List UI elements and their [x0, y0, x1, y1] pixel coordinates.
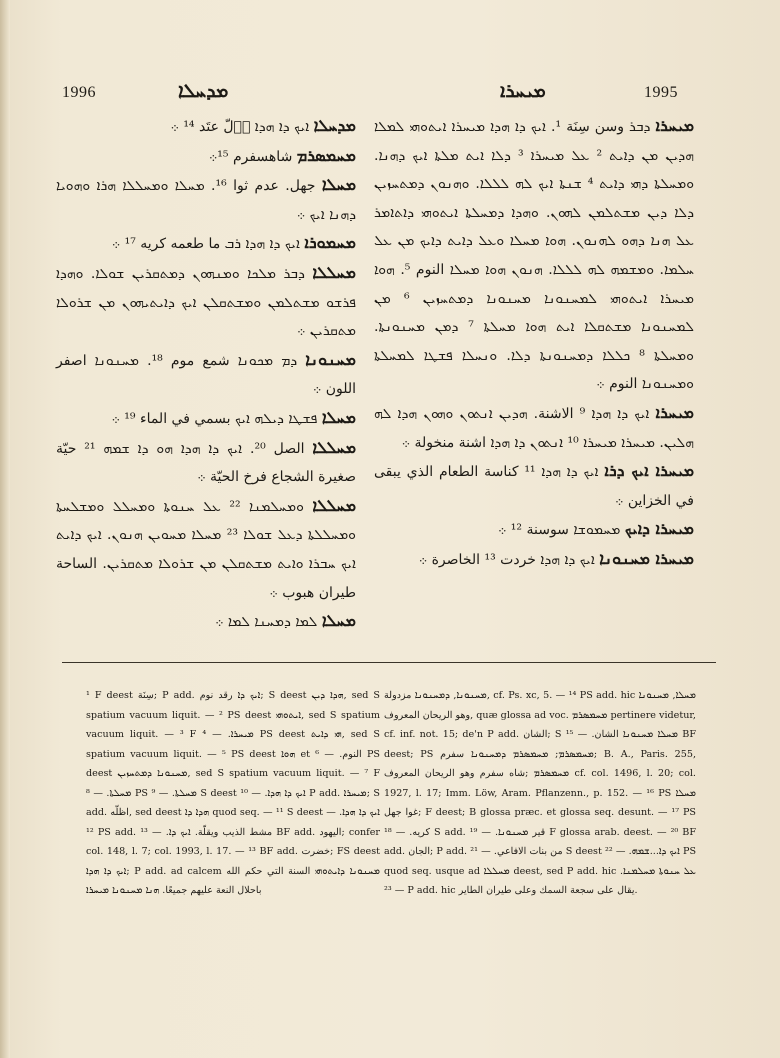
footnotes-left — [86, 686, 380, 901]
entry-definition: ܦܫܛܐ ܕܝܠܗ ܐܝܟ بسمي في الماء ¹⁹ ܀ — [111, 410, 318, 427]
lexicon-entry — [56, 434, 356, 492]
entry-headword: ܡܝܚܪܐ ܕܐܝܟ — [624, 519, 694, 539]
entry-definition: ܕܡ ܡܟܘܢܐ شمع موم ¹⁸. ܡܚܢܘܢܐ اصفر اللون ܀ — [56, 352, 356, 398]
lexicon-entry — [374, 399, 694, 457]
footnote-text: ¹ F deest سِنَة; P add. ܐܝܟ ܕܐ رقد نوم; S deest ܗܕܐ ܕܝܢ, sed S spatium vacuum liquit. — ² PS deest ܐܝܬܘܗܝ, sed S spatium vacuum liquit. — ³ F ܡܝܚܪܐ. — ⁴ PS deest ܗܝ ܕܐܝܬ, sed S spatium vacuum liquit. — ⁵ PS deest ܗܘܐ et النوم. — ⁶ PS deest ܡܚܢܘܢܐ ܕܡܬܚܙܝܢ, sed S spatium vacuum liquit. — ⁷ F ܡܚܠܬܐ. — ⁸ PS ܡܚܠܬܐ. — ⁹ S deest ܐܝܟ ܕܐ ܗܕܐ. — ¹⁰ P add. ܡܝܚܪܐ; S add. اظلّه, sed deest ܗܕܐ ܕܐ quod seq. — ¹¹ S deest ܐܝܟ ܕܐ ܗܕܐ. — ¹² PS add. مشط الذيب ويقلّة. ܐܝܟ ܕܐ. — ¹³ BF add. اليهود; confer col. 148, l. 7; col. 1993, l. 17. — ¹³ BF add. خضرت; FS deest ܐܝܟ ܕܐ ܗܕܐ; P add. ad calcem ܡܚܢܘܢܐ ܕܐܝܬܘܗܝ السنة التي حكم الله باحلال النعة عليهم جميعًا. ܗܢܐ ܡܚܢܘܢܐ ܡܝܚܪܐ — [86, 690, 381, 896]
left-running-head: ܡܕܚܠܐ — [178, 80, 229, 102]
entry-definition: ܡܚܡܘܫܐ سوسنة ¹² ܀ — [497, 522, 621, 539]
entry-headword: ܡܝܚܪܐ — [655, 402, 694, 422]
entry-headword: ܡܕܚܠܐ — [313, 116, 356, 135]
entry-definition: ܐܝܟ ܕܐ ܗܕܐ ¹¹ كناسة الطعام الذي يبقى في الخزاين ܀ — [374, 464, 694, 509]
lexicon-entry — [374, 457, 694, 515]
entry-definition: ܠܡܐ ܕܡܚܢܐ ܠܡܐ ܀ — [215, 614, 318, 631]
entry-definition: ܕܒܪ وسن سِنَة ¹. ܐܝܟ ܕܐ ܗܕܐ ܡܝܚܪܐ ܐܝܬܘܗܝ ܠܡܠܐ ܗܕܝܢ ܡܢ ܕܐܝܬ ² ܥܠ ܡܝܚܪܐ ³ ܕܠܐ ܐܝܬ ܡܠܬܐ ܐܝܟ ܕܗܢܐ. ܘܡܚܠܬܐ ܕܗܝ ܕܐܝܬ ⁴ ܫܢܬܐ ܐܝܟ ܠܗ ܠܠܠܐ. ܘܗܢܘܢ ܕܡܬܚܙܝܢ ܕܠܐ ܕܝܢ ܡܫܬܠܡܢ ܠܗܘܢ. ܘܗܕܐ ܕܡܚܠܬܐ ܐܝܬܘܗܝ ܕܐܬܐܡܪ ܥܠ ܗܢܐ ܕܗܘ ܠܗܢܘܢ. ܗܘܐ ܡܚܠܐ ܘܥܠ ܕܐܝܬ ܕܐܝܟ ܡܢ ܥܠ ܚܠܡܐ. ܘܡܫܡܗ ܠܗ ܠܠܠܐ. ܗܢܘܢ ܗܘܐ ܡܚܠܐ النوم ⁵. ܗܘܐ ܡܝܚܪܐ ܐܝܬܘܗܝ ܠܡܚܢܘܢܐ ܡܚܢܘܢܐ ܕܡܬܚܙܝܢ ⁶ ܡܢ ܠܡܚܢܘܢܐ ܡܫܬܩܠܐ ܐܝܬ ܗܘܐ ܡܚܠܬܐ ⁷ ܕܡܢ ܡܚܢܘܢܬܐ. ܘܡܚܠܬܐ ⁸ ܟܠܠܐ ܕܡܚܢܘܢܬܐ ܕܠܐ. ܘܢܚܠܐ ܦܫܛܐ ܠܡܚܠܬܐ ܘܡܚܢܘܢܐ النوم ܀ — [374, 119, 695, 393]
entry-definition: ܐܝܟ ܕܐ ܗܕܐ ⁹ الاشنة. ܗܕܝܢ ܐܢܬܘܢ ܘܗܘܢ ܗܕܐ ܠܗ ܗܠܝܢ. ܡܝܚܪܐ ܡܝܚܪܐ ¹⁰ ܐܢܬܘܢ ܕܐ ܗܕܐ اشنة منخولة ܀ — [374, 405, 694, 451]
footnote-text: ܡܚܢܘܢܐ, ܕܡܚܢܘܢܐ مزدولة, cf. Ps. xc, 5. — ¹⁴ PS add. hic ܡܚܠܐ, ܡܚܢܘܢܐ وهو الريحان المعروف, quæ glossa ad voc. ܡܚܡܣܪܡ pertinere videtur, cf. inf. not. 15; de'n P add. الشان; S ܡܚܠܐ ܡܚܢܘܢܐ الشان. — ¹⁵ BF deest; PS ܡܚܡܣܪܡ; ܡܚܡܣܪܡ ܕܡܚܢܘܢܐ سفرم; B. A., Paris. 255, ܡܚܡܣܪܡ ;شاه سفرم وهو الريحان المعروف cf. col. 1496, l. 20; col. 1927, l. 17; Imm. Löw, Aram. Pflanzenn., p. 152. — ¹⁶ PS ܡܚܠܐ غوا جهل; F deest; B glossa præc. et glossa seq. desunt. — ¹⁷ PS كريه. — ¹⁸ S add. قير ܡܚܢܘܢܐ. — ¹⁹ F glossa arab. deest. — ²⁰ BF add. الجان; P add. من بنات الافاعي. — ²¹ S deest ܐܝܟ ܕܐ...ܫܡܗ. — ²² PS quod seq. usque ad ܡܚܠܠܐ deest, sed P add. hic ܥܠ ܚܢܘܬܐ ܡܚܠܡܢܐ. — ²³ P add. hic يقال على سجعة السمك وعلى طيران الطاير. — [384, 690, 697, 896]
entry-definition: ܘܡܚܠܡܢܐ ²² ܥܠ ܚܢܘܬܐ ܘܡܚܠܠ ܘܡܫܠܚܬܐ ܘܡܚܠܠܬܐ ܕܥܠ ܫܘܠܐ ²³ ܡܚܠܐ ܡܚܘܝܢ ܗܢܘܢ. ܐܝܟ ܕܐܝܬ ܐܝܟ ܚܒܪܐ ܘܐܝܬ ܡܫܬܩܠܢ ܡܢ ܫܪܘܠܐ ܡܬܩܪܝܢ. الساحة طيران هبوب ܀ — [56, 498, 356, 601]
lexicon-entry — [56, 142, 356, 172]
entry-headword: ܡܝܚܪܐ ܐܝܟ ܕܪܐ — [604, 461, 695, 481]
page-spine-shadow — [0, 0, 10, 1058]
entry-headword: ܡܚܠܠܐ — [312, 495, 357, 515]
entry-definition: جهل. عدم ثوا ¹⁶. ܡܚܠܐ ܘܡܚܠܠܐ ܗܪܐ ܘܗܘܝܐ ܕܗܢܐ ܐܝܟ ܀ — [56, 178, 356, 223]
left-column — [56, 112, 356, 637]
entry-headword: ܡܚܠܠܐ — [312, 262, 356, 282]
entry-definition: ܐܝܟ ܕܐ ܗܕܐ ܕَلّ عتَد ¹⁴ ܀ — [170, 119, 310, 135]
entry-headword: ܡܚܠܐ — [321, 175, 357, 195]
entry-definition: الصل ²⁰. ܐܝܟ ܕܐ ܗܕܐ ܗܘ ܕܐ ܫܡܗ ²¹ حيّة صغيرة الشجاع فرخ الحيّة ܀ — [56, 440, 356, 486]
entry-definition: شاهسفرم ¹⁵܀ — [208, 148, 293, 165]
entry-headword: ܡܚܡܣܪܡ — [296, 145, 356, 165]
lexicon-entry — [56, 607, 356, 637]
entry-headword: ܡܝܚܪܐ ܡܚܢܘܢܐ — [599, 548, 694, 568]
entry-definition: ܕܒܪ ܡܠܟܐ ܘܡܢܗܘܢ ܕܡܬܩܪܝܢ ܫܘܠܐ. ܘܗܕܐ ܦܪܫܘ ܡܫܬܠܡܢ ܘܡܫܬܩܠܢ ܐܝܟ ܕܐܝܬܝܗܘܢ ܡܢ ܫܪܘܠܐ ܡܬܩܪܝܢ ܀ — [56, 265, 356, 340]
lexicon-entry — [56, 229, 356, 259]
lexicon-entry — [374, 545, 694, 575]
lexicon-entry — [374, 515, 694, 545]
entry-headword: ܡܝܚܪܐ — [655, 116, 695, 135]
left-page-number: 1996 — [62, 84, 96, 101]
lexicon-entry — [56, 492, 356, 607]
footnotes-right — [384, 686, 696, 901]
lexicon-entry — [56, 259, 356, 346]
entry-headword: ܡܚܢܘܢܐ — [305, 349, 356, 369]
entry-headword: ܡܚܠܐ — [321, 611, 356, 631]
entry-definition: ܐܝܟ ܕܐ ܗܕܐ خردت ¹³ الخاصرة ܀ — [418, 551, 595, 568]
right-column — [374, 112, 694, 575]
lexicon-entry — [56, 112, 356, 142]
footnote-divider — [62, 662, 716, 663]
entry-headword: ܡܚܠܠܐ — [312, 437, 357, 457]
lexicon-entry — [56, 404, 356, 434]
lexicon-entry — [56, 171, 356, 229]
lexicon-entry — [374, 112, 694, 399]
entry-headword: ܡܚܡܘܪܐ — [304, 233, 356, 253]
entry-headword: ܡܚܠܐ — [321, 407, 356, 427]
right-page-number: 1995 — [644, 84, 678, 101]
entry-definition: ܐܝܟ ܕܐ ܗܕܐ ܪܒ ما طعمه كريه ¹⁷ ܀ — [111, 236, 300, 253]
lexicon-entry — [56, 346, 356, 404]
right-running-head: ܡܝܚܪܐ — [500, 80, 546, 102]
